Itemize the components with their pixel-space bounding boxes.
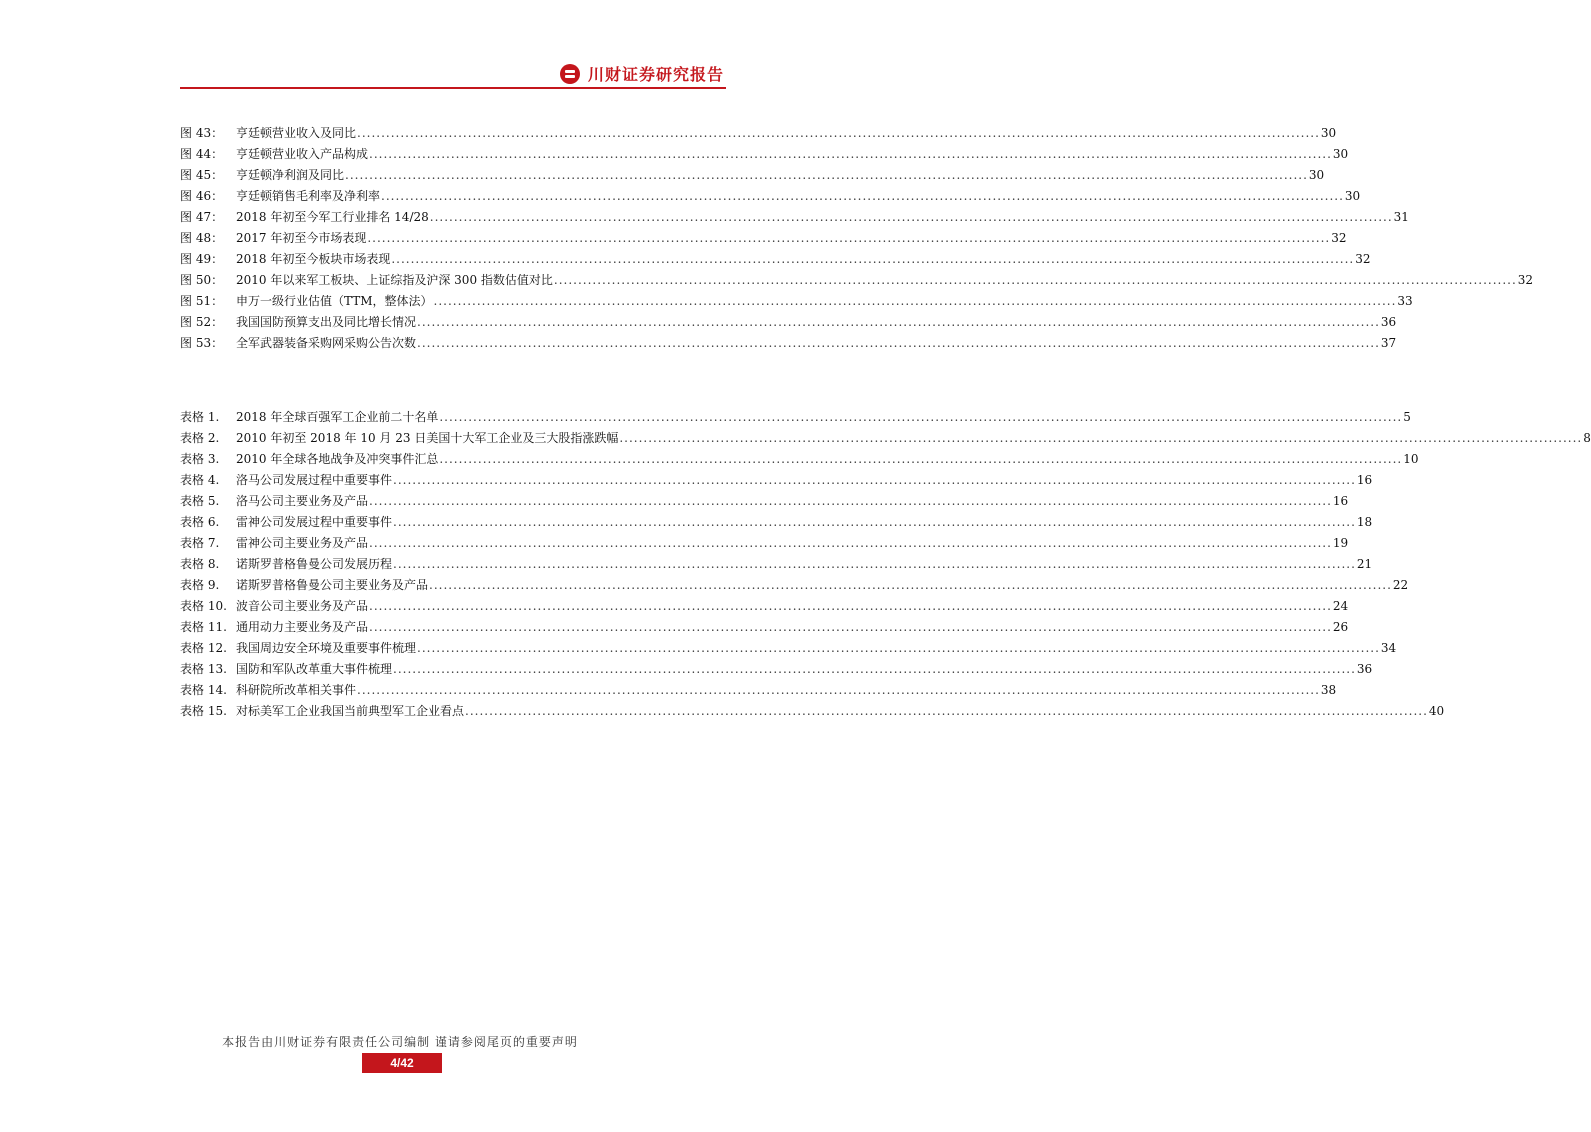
table-toc-entry[interactable] (180, 596, 1349, 617)
toc-entry-title: 洛马公司主要业务及产品 (236, 494, 369, 508)
toc-leader-dots: ........................................................................................................................................................................................................ (439, 452, 1403, 466)
toc-entry-label: 表格 13. (180, 662, 227, 676)
table-toc-entry[interactable] (180, 470, 1373, 491)
toc-entry-title: 国防和军队改革重大事件梳理 (236, 662, 393, 676)
table-toc-entry[interactable] (180, 407, 1411, 428)
figure-list (180, 123, 1534, 354)
toc-page-number: 40 (1428, 704, 1445, 718)
toc-entry-title: 雷神公司主要业务及产品 (236, 536, 369, 550)
toc-entry-title: 2018 年初至今板块市场表现 (236, 252, 391, 266)
toc-entry-title: 全军武器装备采购网采购公告次数 (236, 336, 417, 350)
toc-entry-label: 图 43： (180, 126, 224, 140)
figure-toc-entry[interactable] (180, 228, 1347, 249)
toc-page-number: 32 (1517, 273, 1534, 287)
toc-entry-label: 图 48： (180, 231, 224, 245)
toc-entry-title: 2017 年初至今市场表现 (236, 231, 367, 245)
toc-page-number: 8 (1583, 431, 1591, 445)
toc-leader-dots: ........................................................................................................................................................................................................ (381, 189, 1344, 203)
toc-leader-dots: ........................................................................................................................................................................................................ (357, 126, 1320, 140)
footer-disclaimer: 本报告由川财证券有限责任公司编制 谨请参阅尾页的重要声明 (222, 1035, 578, 1049)
table-toc-entry[interactable] (180, 680, 1337, 701)
toc-entry-label: 表格 5. (180, 494, 220, 508)
toc-page-number: 5 (1403, 410, 1411, 424)
toc-entry-label: 表格 14. (180, 683, 227, 697)
toc-leader-dots: ........................................................................................................................................................................................................ (391, 252, 1355, 266)
toc-entry-label: 图 52： (180, 315, 224, 329)
toc-entry-title: 我国国防预算支出及同比增长情况 (236, 315, 417, 329)
table-list (180, 407, 1591, 722)
toc-leader-dots: ........................................................................................................................................................................................................ (393, 557, 1356, 571)
toc-leader-dots: ........................................................................................................................................................................................................ (369, 620, 1332, 634)
toc-entry-title: 洛马公司发展过程中重要事件 (236, 473, 393, 487)
toc-leader-dots: ........................................................................................................................................................................................................ (393, 515, 1356, 529)
toc-leader-dots: ........................................................................................................................................................................................................ (393, 473, 1356, 487)
table-toc-entry[interactable] (180, 512, 1373, 533)
toc-entry-title: 亨廷顿营业收入产品构成 (236, 147, 369, 161)
toc-page-number: 30 (1320, 126, 1337, 140)
toc-leader-dots: ........................................................................................................................................................................................................ (357, 683, 1320, 697)
toc-entry-title: 雷神公司发展过程中重要事件 (236, 515, 393, 529)
toc-leader-dots: ........................................................................................................................................................................................................ (345, 168, 1308, 182)
toc-page-number: 16 (1332, 494, 1349, 508)
toc-entry-title: 2018 年全球百强军工企业前二十名单 (236, 410, 439, 424)
toc-page-number: 22 (1392, 578, 1409, 592)
toc-page-number: 16 (1356, 473, 1373, 487)
table-toc-entry[interactable] (180, 659, 1373, 680)
toc-page-number: 38 (1320, 683, 1337, 697)
toc-leader-dots: ........................................................................................................................................................................................................ (417, 336, 1380, 350)
company-logo-icon (560, 64, 580, 84)
toc-entry-label: 表格 2. (180, 431, 220, 445)
toc-entry-label: 表格 11. (180, 620, 227, 634)
toc-page-number: 34 (1380, 641, 1397, 655)
table-toc-entry[interactable] (180, 617, 1349, 638)
toc-page-number: 30 (1308, 168, 1325, 182)
toc-leader-dots: ........................................................................................................................................................................................................ (429, 210, 1393, 224)
toc-entry-title: 亨廷顿销售毛利率及净利率 (236, 189, 381, 203)
toc-entry-title: 亨廷顿净利润及同比 (236, 168, 345, 182)
table-toc-entry[interactable] (180, 638, 1397, 659)
toc-entry-label: 图 47： (180, 210, 224, 224)
toc-entry-label: 表格 1. (180, 410, 220, 424)
toc-entry-label: 表格 7. (180, 536, 220, 550)
toc-entry-label: 图 46： (180, 189, 224, 203)
table-toc-entry[interactable] (180, 449, 1419, 470)
toc-page-number: 33 (1397, 294, 1413, 308)
toc-entry-label: 图 51： (180, 294, 224, 308)
toc-entry-label: 表格 6. (180, 515, 220, 529)
toc-page-number: 24 (1332, 599, 1349, 613)
toc-page-number: 26 (1332, 620, 1349, 634)
toc-entry-label: 表格 4. (180, 473, 220, 487)
table-toc-entry[interactable] (180, 428, 1591, 449)
figure-toc-entry[interactable] (180, 123, 1337, 144)
toc-leader-dots: ........................................................................................................................................................................................................ (369, 494, 1332, 508)
header-divider (180, 87, 726, 89)
figure-toc-entry[interactable] (180, 312, 1397, 333)
figure-toc-entry[interactable] (180, 249, 1371, 270)
toc-entry-title: 申万一级行业估值（TTM，整体法） (236, 294, 433, 308)
toc-entry-label: 图 45： (180, 168, 224, 182)
figure-toc-entry[interactable] (180, 165, 1325, 186)
figure-toc-entry[interactable] (180, 333, 1397, 354)
toc-leader-dots: ........................................................................................................................................................................................................ (369, 536, 1332, 550)
toc-entry-label: 图 44： (180, 147, 224, 161)
toc-entry-title: 2010 年以来军工板块、上证综指及沪深 300 指数估值对比 (236, 273, 553, 287)
figure-toc-entry[interactable] (180, 144, 1349, 165)
toc-leader-dots: ........................................................................................................................................................................................................ (465, 704, 1428, 718)
toc-page-number: 30 (1344, 189, 1361, 203)
table-toc-entry[interactable] (180, 533, 1349, 554)
toc-entry-label: 图 53： (180, 336, 224, 350)
toc-entry-title: 亨廷顿营业收入及同比 (236, 126, 357, 140)
toc-entry-label: 图 50： (180, 273, 224, 287)
toc-page-number: 21 (1356, 557, 1373, 571)
toc-entry-label: 表格 15. (180, 704, 227, 718)
table-toc-entry[interactable] (180, 554, 1373, 575)
toc-entry-title: 诺斯罗普格鲁曼公司发展历程 (236, 557, 393, 571)
figure-toc-entry[interactable] (180, 186, 1361, 207)
toc-page-number: 36 (1356, 662, 1373, 676)
page-header (560, 62, 724, 85)
table-toc-entry[interactable] (180, 575, 1409, 596)
toc-entry-label: 表格 3. (180, 452, 220, 466)
toc-entry-title: 2018 年初至今军工行业排名 14/28 (236, 210, 429, 224)
toc-page-number: 31 (1393, 210, 1409, 224)
toc-leader-dots: ........................................................................................................................................................................................................ (417, 641, 1380, 655)
page-number-badge: 4/42 (362, 1053, 442, 1073)
toc-entry-title: 对标美军工企业我国当前典型军工企业看点 (236, 704, 465, 718)
toc-leader-dots: ........................................................................................................................................................................................................ (553, 273, 1517, 287)
toc-entry-title: 波音公司主要业务及产品 (236, 599, 369, 613)
toc-entry-label: 表格 9. (180, 578, 220, 592)
toc-page-number: 32 (1355, 252, 1371, 266)
toc-leader-dots: ........................................................................................................................................................................................................ (433, 294, 1397, 308)
toc-leader-dots: ........................................................................................................................................................................................................ (393, 662, 1356, 676)
toc-entry-title: 科研院所改革相关事件 (236, 683, 357, 697)
brand-title: 川财证券研究报告 (587, 65, 724, 84)
table-toc-entry[interactable] (180, 491, 1349, 512)
toc-entry-title: 通用动力主要业务及产品 (236, 620, 369, 634)
toc-page-number: 30 (1332, 147, 1349, 161)
toc-entry-label: 表格 8. (180, 557, 220, 571)
toc-leader-dots: ........................................................................................................................................................................................................ (429, 578, 1392, 592)
figure-toc-entry[interactable] (180, 270, 1534, 291)
toc-page-number: 37 (1380, 336, 1397, 350)
toc-leader-dots: ........................................................................................................................................................................................................ (369, 599, 1332, 613)
toc-leader-dots: ........................................................................................................................................................................................................ (619, 431, 1583, 445)
toc-entry-title: 2010 年初至 2018 年 10 月 23 日美国十大军工企业及三大股指涨跌幅 (236, 431, 619, 445)
toc-entry-label: 表格 12. (180, 641, 227, 655)
toc-leader-dots: ........................................................................................................................................................................................................ (439, 410, 1403, 424)
toc-page-number: 10 (1403, 452, 1419, 466)
toc-entry-title: 诺斯罗普格鲁曼公司主要业务及产品 (236, 578, 429, 592)
toc-page-number: 32 (1331, 231, 1347, 245)
toc-entry-title: 我国周边安全环境及重要事件梳理 (236, 641, 417, 655)
toc-leader-dots: ........................................................................................................................................................................................................ (417, 315, 1380, 329)
figure-toc-entry[interactable] (180, 207, 1409, 228)
toc-page-number: 19 (1332, 536, 1349, 550)
toc-page-number: 18 (1356, 515, 1373, 529)
table-toc-entry[interactable] (180, 701, 1445, 722)
toc-entry-title: 2010 年全球各地战争及冲突事件汇总 (236, 452, 439, 466)
toc-entry-label: 图 49： (180, 252, 224, 266)
toc-entry-label: 表格 10. (180, 599, 227, 613)
toc-page-number: 36 (1380, 315, 1397, 329)
figure-toc-entry[interactable] (180, 291, 1413, 312)
toc-leader-dots: ........................................................................................................................................................................................................ (369, 147, 1332, 161)
toc-leader-dots: ........................................................................................................................................................................................................ (367, 231, 1331, 245)
